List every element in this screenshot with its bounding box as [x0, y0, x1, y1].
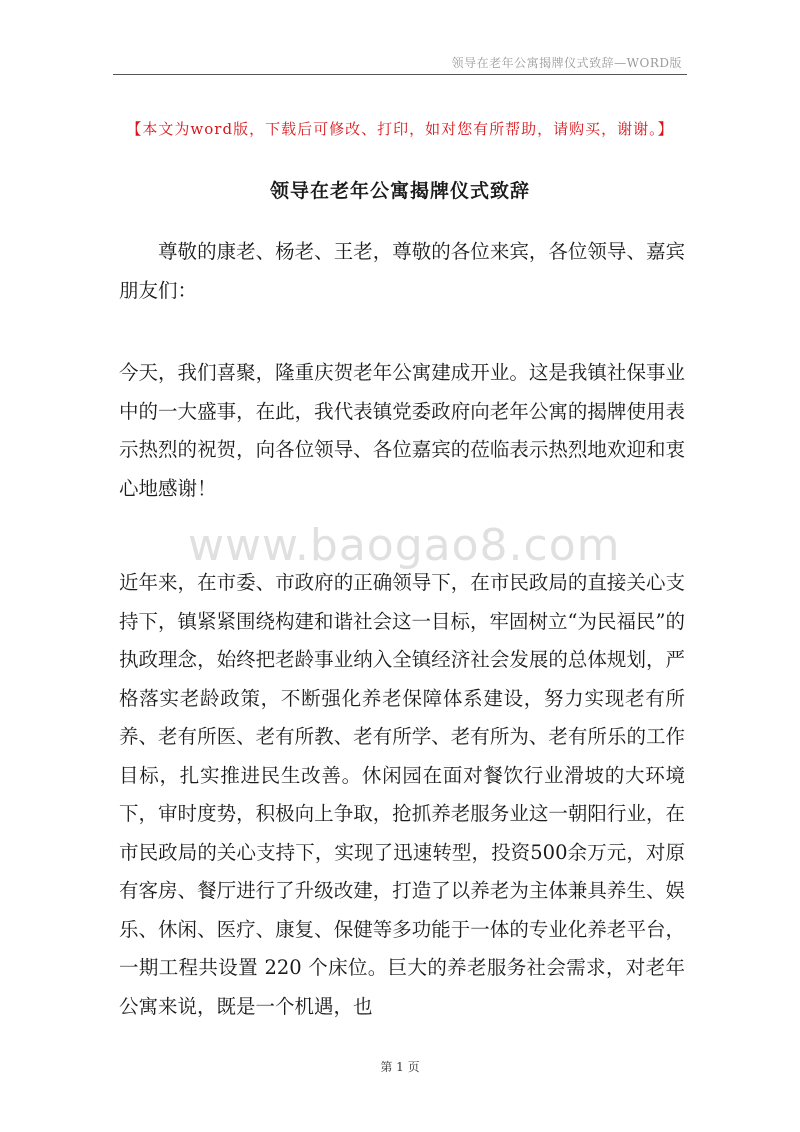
- running-header: 领导在老年公寓揭牌仪式致辞—WORD版: [451, 56, 682, 70]
- document-title: 领导在老年公寓揭牌仪式致辞: [269, 180, 530, 202]
- watermark: www.baogao8.com: [188, 520, 621, 571]
- paragraph-greeting: 尊敬的康老、杨老、王老，尊敬的各位来宾，各位领导、嘉宾朋友们：: [119, 240, 685, 302]
- download-notice: 【本文为word版，下载后可修改、打印，如对您有所帮助，请购买，谢谢。】: [126, 120, 674, 138]
- header-divider: [113, 74, 687, 75]
- paragraph-background: 近年来，在市委、市政府的正确领导下，在市民政局的直接关心支持下，镇紧紧围绕构建和谐社会这一目标，牢固树立“为民福民”的执政理念，始终把老龄事业纳入全镇经济社会发展的总体规划，严格落实老龄政策，不断强化养老保障体系建设，努力实现老有所养、老有所医、老有所教、老有所学、老有所为、老有所乐的工作目标，扎实推进民生改善。休闲园在面对餐饮行业滑坡的大环境下，审时度势，积极向上争取，抢抓养老服务业这一朝阳行业，在市民政局的关心支持下，实现了迅速转型，投资500余万元，对原有客房、餐厅进行了升级改建，打造了以养老为主体兼具养生、娱乐、休闲、医疗、康复、保健等多功能于一体的专业化养老平台，一期工程共设置 220 个床位。巨大的养老服务社会需求，对老年公寓来说，既是一个机遇，也: [119, 571, 685, 1018]
- paragraph-opening: 今天，我们喜聚，隆重庆贺老年公寓建成开业。这是我镇社保事业中的一大盛事，在此，我代表镇党委政府向老年公寓的揭牌使用表示热烈的祝贺，向各位领导、各位嘉宾的莅临表示热烈地欢迎和衷心地感谢！: [119, 361, 685, 500]
- page-number: 第 1 页: [380, 1060, 420, 1074]
